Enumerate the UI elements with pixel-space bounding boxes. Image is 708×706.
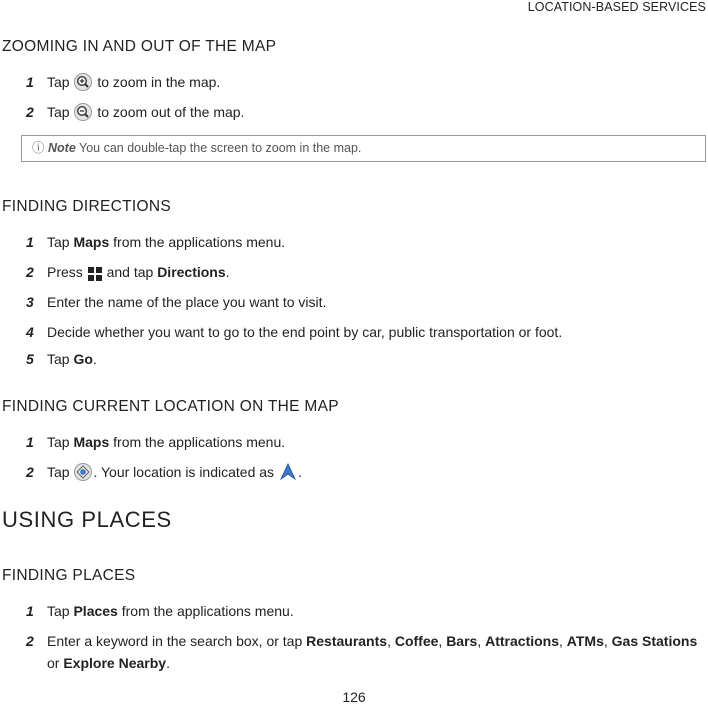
step-number: 5 (26, 351, 34, 367)
note-text: You can double-tap the screen to zoom in the map. (75, 141, 362, 155)
my-location-icon (74, 463, 92, 487)
step-text: Tap to zoom in the map. (47, 71, 708, 97)
step-text: Press and tap Directions. (47, 261, 708, 287)
step-number: 2 (26, 104, 34, 120)
directions-heading: FINDING DIRECTIONS (2, 198, 172, 215)
step-number: 4 (26, 324, 34, 340)
step-text: Tap Go. (47, 351, 97, 367)
running-header: LOCATION-BASED SERVICES (527, 0, 706, 14)
using-places-title: USING PLACES (2, 507, 172, 532)
step-number: 1 (26, 603, 34, 619)
zoom-in-icon (74, 73, 92, 97)
step-text: Tap . Your location is indicated as . (47, 461, 708, 487)
step-text: Decide whether you want to go to the end point by car, public transportation or foot. (47, 324, 563, 340)
zoom-heading: ZOOMING IN AND OUT OF THE MAP (2, 38, 277, 55)
note-box (21, 135, 706, 162)
step-number: 1 (26, 234, 34, 250)
note-label: Note (48, 141, 76, 155)
menu-grid-icon (88, 265, 102, 287)
step-number: 2 (26, 464, 34, 480)
step-number: 2 (26, 264, 34, 280)
step-number: 1 (26, 434, 34, 450)
step-number: 3 (26, 294, 34, 310)
finding-places-heading: FINDING PLACES (2, 567, 136, 584)
page-number: 126 (342, 689, 366, 705)
step-text: Tap to zoom out of the map. (47, 101, 708, 127)
step-text: Tap Maps from the applications menu. (47, 234, 286, 250)
current-location-heading: FINDING CURRENT LOCATION ON THE MAP (2, 398, 339, 415)
step-number: 2 (26, 633, 34, 649)
step-text: Tap Places from the applications menu. (47, 603, 294, 619)
step-text: Enter a keyword in the search box, or tap Restaurants, Coffee, Bars, Attractions, ATMs, Gas Stations or Explore Nearby. (47, 633, 698, 671)
zoom-out-icon (74, 103, 92, 127)
location-arrow-icon (279, 463, 297, 487)
step-text: Tap Maps from the applications menu. (47, 434, 286, 450)
step-number: 1 (26, 74, 34, 90)
step-text: Enter the name of the place you want to visit. (47, 294, 327, 310)
info-icon: ⓘ (32, 141, 45, 155)
